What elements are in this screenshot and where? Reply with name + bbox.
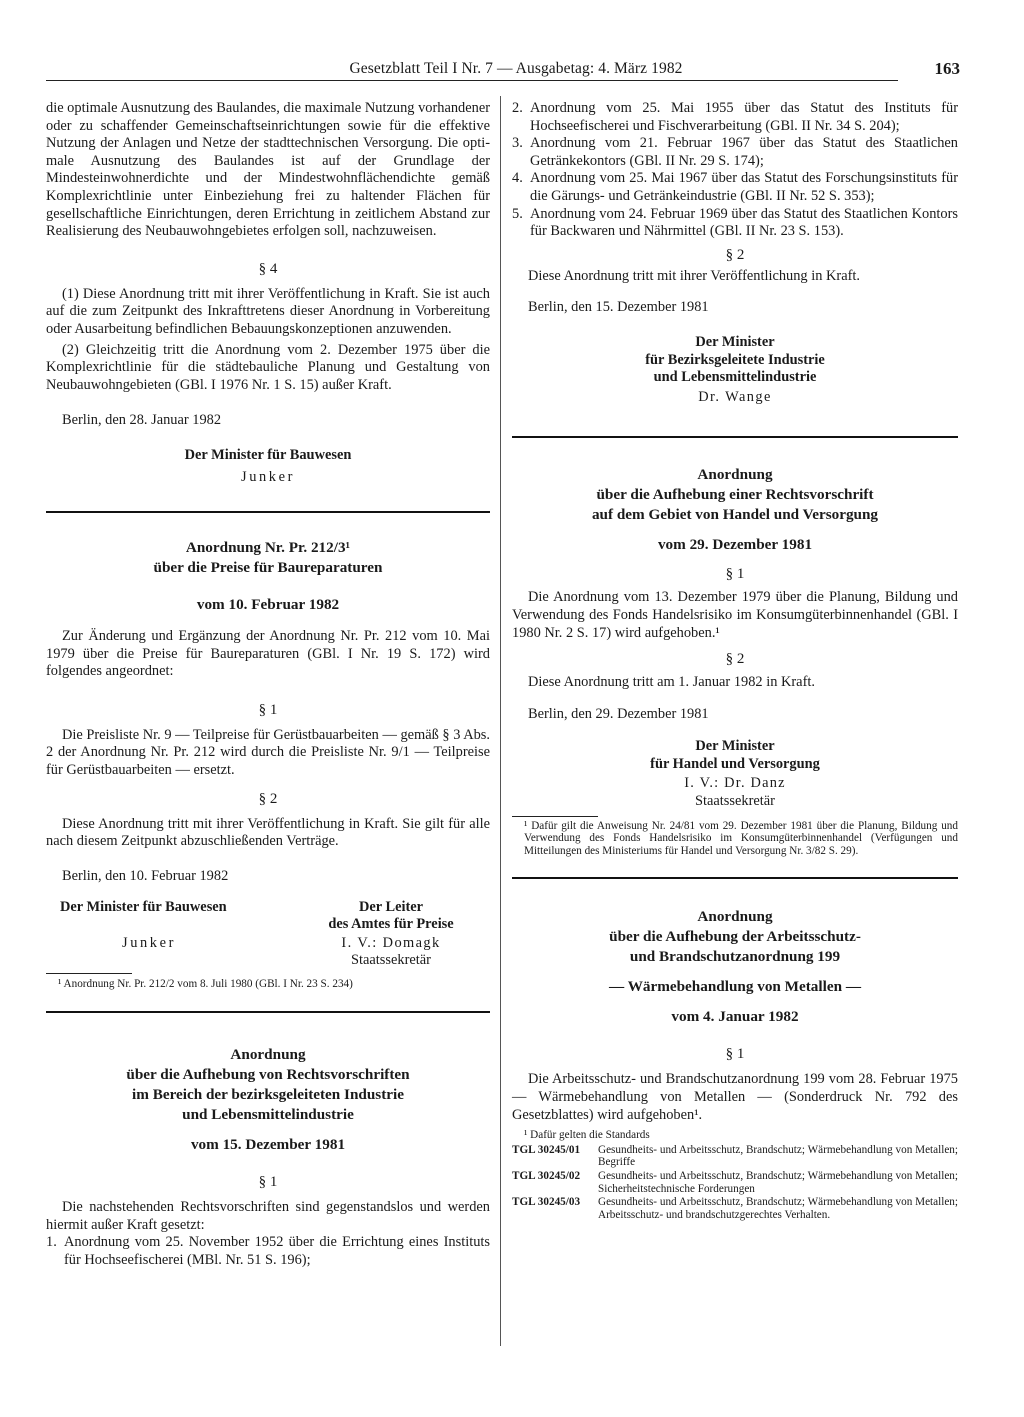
standard-code: TGL 30245/02 [512, 1170, 581, 1182]
document-title-line: und Brandschutzanordnung 199 [629, 948, 841, 966]
header-rule [46, 80, 898, 81]
signer-title: Der Minister für Bauwesen [60, 899, 227, 916]
repealed-list-continued [512, 100, 958, 241]
document-title: Anordnung [697, 908, 773, 926]
signer-name: I. V.: Domagk [341, 935, 441, 952]
section-separator [46, 511, 490, 513]
header-title: Gesetzblatt Teil I Nr. 7 — Ausgabetag: 4. März 1982 [349, 60, 683, 77]
footnote: ¹ Anordnung Nr. Pr. 212/2 vom 8. Juli 1980 (GBl. I Nr. 23 S. 234) [58, 978, 353, 991]
list-number: 5. [512, 205, 523, 222]
section-heading: § 1 [258, 1174, 278, 1191]
list-item [512, 206, 958, 241]
document-title-line: auf dem Gebiet von Handel und Versorgung [591, 506, 879, 524]
signer-title-line: und Lebensmittelindustrie [653, 369, 817, 386]
repealed-list [46, 1234, 490, 1269]
signer-name: Junker [241, 468, 295, 485]
signer-title-line: für Handel und Versorgung [650, 755, 820, 772]
left-column [46, 100, 490, 1269]
list-item [46, 1234, 490, 1269]
section-heading: § 2 [725, 651, 745, 668]
section-text: Die nachstehenden Rechtsvorschriften sind gegenstandslos und werden hiermit außer Kraft gesetzt: [46, 1199, 490, 1233]
place-date: Berlin, den 15. Dezember 1981 [528, 299, 709, 316]
list-text: Anordnung vom 25. Mai 1955 über das Statut des Instituts für Hochseefischerei und Fischverarbeitung (GBl. II Nr. 34 S. 204); [530, 100, 958, 134]
list-number: 1. [46, 1234, 57, 1251]
list-number: 2. [512, 100, 523, 116]
list-text: Anordnung vom 25. Mai 1967 über das Statut des Forschungsinstituts für die Gärungs- und Getränkeindustrie (GBl. II Nr. 52 S. 353); [530, 170, 958, 204]
signer-title: Der Minister für Bauwesen [184, 446, 352, 463]
signer-name: Junker [122, 935, 176, 952]
section-separator [512, 877, 958, 879]
list-number: 4. [512, 170, 523, 187]
section-text: Diese Anordnung tritt am 1. Januar 1982 in Kraft. [528, 674, 815, 691]
document-title-line: und Lebensmittelindustrie [182, 1106, 354, 1124]
document-date: vom 10. Februar 1982 [196, 596, 340, 614]
section-heading: § 1 [725, 1046, 745, 1063]
signer-name: I. V.: Dr. Danz [684, 775, 786, 792]
section-text: Diese Anordnung tritt mit ihrer Veröffentlichung in Kraft. [528, 267, 860, 284]
signer-title: Der Leiter [358, 899, 424, 916]
document-date: vom 15. Dezember 1981 [190, 1136, 346, 1154]
standard-row [512, 1170, 958, 1196]
footnote-intro: ¹ Dafür gelten die Standards [524, 1129, 650, 1142]
document-subtitle: — Wärmebehandlung von Metallen — [608, 978, 862, 996]
signer-title: Der Minister [695, 333, 775, 350]
section-heading: § 2 [258, 790, 278, 807]
section-heading: § 1 [258, 701, 278, 718]
place-date: Berlin, den 10. Februar 1982 [62, 867, 229, 884]
signer-title: Der Minister [695, 738, 775, 755]
document-date: vom 4. Januar 1982 [671, 1008, 799, 1026]
section-text: Die Arbeitsschutz- und Brandschutzanordnung 199 vom 28. Februar 1975 — Wärmebehandlung von Metallen — (Sonderdruck Nr. 792 des Gesetzblattes) wird aufgehoben¹. [512, 1071, 958, 1123]
document-title-line: über die Preise für Baureparaturen [153, 559, 383, 577]
standard-row [512, 1144, 958, 1170]
signer-name: Dr. Wange [698, 388, 772, 405]
document-title-line: im Bereich der bezirksgeleiteten Industrie [132, 1086, 404, 1104]
document-title: Anordnung Nr. Pr. 212/3¹ [185, 539, 351, 557]
section-heading: § 1 [725, 566, 745, 583]
document-title: Anordnung [697, 466, 773, 484]
standard-description: Gesundheits- und Arbeitsschutz, Brandschutz; Wärmebehandlung von Metallen; Arbeitsschutz- und brandschutzgerechtes Verhalten. [598, 1196, 958, 1221]
document-title-line: über die Aufhebung einer Rechtsvorschrift [596, 486, 874, 504]
place-date: Berlin, den 29. Dezember 1981 [528, 705, 709, 722]
list-item [512, 170, 958, 205]
list-text: Anordnung vom 21. Februar 1967 über das Statut des Staatlichen Getränkekontors (GBl. II Nr. 29 S. 174); [530, 135, 958, 169]
standard-code: TGL 30245/01 [512, 1143, 581, 1156]
section-text: Die Preisliste Nr. 9 — Teilpreise für Gerüstbauarbeiten — gemäß § 3 Abs. 2 der Anordnung Nr. Pr. 212 wird durch die Preisliste Nr. 9/1 — Teilpreise für Gerüstbauarbeiten — ersetzt. [46, 726, 490, 779]
signer-role: Staatssekretär [695, 793, 775, 810]
footnote-rule [512, 816, 598, 817]
column-divider [500, 96, 501, 1346]
right-column [512, 100, 958, 1222]
standard-row [512, 1196, 958, 1222]
continued-paragraph: die optimale Ausnutzung des Baulandes, die maximale Nutzung vorhandener oder zu schaffender Gemeinschaftseinrichtungen sowie für die effektive Nutzung der Anlagen und Netze der stadttechnischen Versorgung. Die optimale Ausnutzung des Baulandes ist auf der Grundlage der Mindesteinwohnerdichte und der Mindestwohnflächendichte gemäß Komplexrichtlinie unter Einbeziehung frei zu haltender Flächen für gesellschaftliche Einrichtungen, deren Errichtung in zeitlichem Abstand zur Realisierung des Neubauwohngebietes erfolgen soll, nachzuweisen. [46, 100, 490, 240]
footnote: ¹ Dafür gilt die Anweisung Nr. 24/81 vom 29. Dezember 1981 über die Planung, Bildung und Verwendung des Fonds Handelsrisiko im Konsumgüterbinnenhandel (Verfügungen und Mitteilungen des Ministeriums für Handel und Versorgung Nr. 3/82 S. 29). [524, 819, 958, 857]
standards-table [512, 1144, 958, 1223]
section-heading: § 4 [258, 260, 278, 277]
list-text: Anordnung vom 25. November 1952 über die Errichtung eines Instituts für Hochseefischerei (MBl. Nr. 51 S. 196); [64, 1234, 490, 1268]
section-text: Die Anordnung vom 13. Dezember 1979 über die Planung, Bildung und Verwendung des Fonds Handelsrisiko im Konsumgüterbinnenhandel (GBl. I 1980 Nr. 2 S. 17) wird aufgehoben.¹ [512, 589, 958, 641]
document-title-line: über die Aufhebung von Rechtsvorschriften [126, 1066, 410, 1084]
signer-title-line: für Bezirksgeleitete Industrie [645, 351, 825, 368]
list-number: 3. [512, 135, 523, 152]
signature-block [46, 895, 490, 989]
section-separator [46, 1011, 490, 1013]
standard-code: TGL 30245/03 [512, 1196, 581, 1209]
list-item [512, 135, 958, 170]
place-date: Berlin, den 28. Januar 1982 [62, 412, 222, 429]
document-title-line: über die Aufhebung der Arbeitsschutz- [609, 928, 861, 946]
section-text: Diese Anordnung tritt mit ihrer Veröffentlichung in Kraft. Sie gilt für alle nach diesem Zeitpunkt abzuschließenden Verträge. [46, 815, 490, 850]
signer-title-line: des Amtes für Preise [328, 916, 454, 933]
standard-description: Gesundheits- und Arbeitsschutz, Brandschutz; Wärmebehandlung von Metallen; Sicherheitstechnische Forderungen [598, 1170, 958, 1195]
page-number: 163 [934, 59, 960, 78]
page-header [46, 56, 958, 86]
document-title: Anordnung [230, 1046, 306, 1064]
section-heading: § 2 [725, 246, 745, 263]
document-date: vom 29. Dezember 1981 [657, 536, 813, 554]
intro-paragraph: Zur Änderung und Ergänzung der Anordnung Nr. Pr. 212 vom 10. Mai 1979 über die Preise für Baureparaturen (GBl. I Nr. 19 S. 172) wird folgendes angeordnet: [46, 628, 490, 680]
section-4-paragraph-1: (1) Diese Anordnung tritt mit ihrer Veröffentlichung in Kraft. Sie ist auch auf die zum Zeitpunkt des Inkrafttretens dieser Anordnung in Vorbereitung oder Ausarbeitung befindlichen Bebauungskonzeptionen anzuwenden. [46, 285, 490, 337]
list-item [512, 100, 958, 135]
list-text: Anordnung vom 24. Februar 1969 über das Statut des Staatlichen Kontors für Backwaren und Nährmittel (GBl. II Nr. 23 S. 153). [530, 205, 958, 240]
standard-description: Gesundheits- und Arbeitsschutz, Brandschutz; Wärmebehandlung von Metallen; Begriffe [598, 1143, 958, 1169]
section-separator [512, 436, 958, 438]
signer-role: Staatssekretär [351, 952, 431, 969]
section-4-paragraph-2: (2) Gleichzeitig tritt die Anordnung vom 2. Dezember 1975 über die Komplexrichtlinie für die städtebauliche Planung und Gestaltung von Neubauwohngebieten (GBl. I 1976 Nr. 1 S. 15) außer Kraft. [46, 341, 490, 393]
